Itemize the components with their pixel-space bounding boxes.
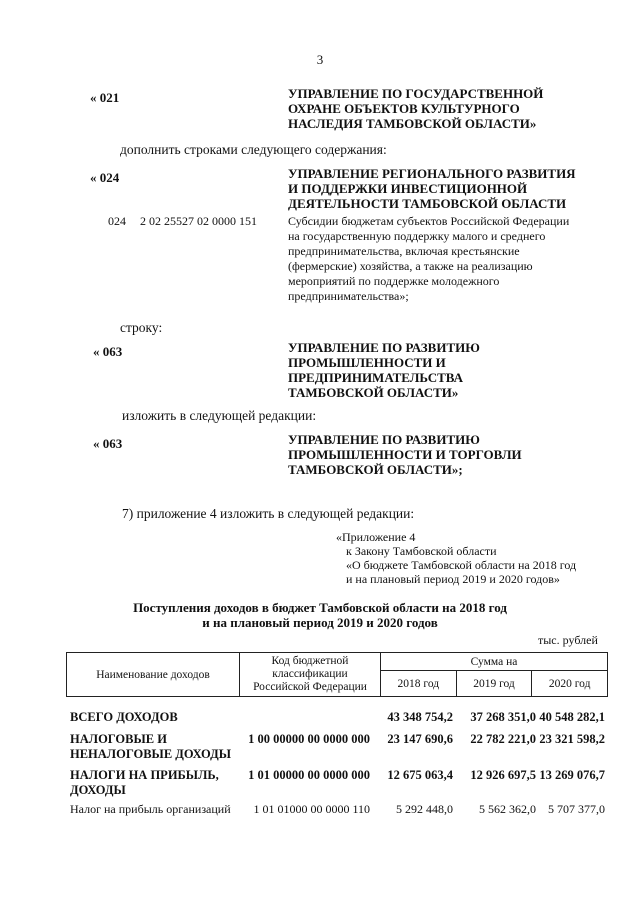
heading-culture-heritage: УПРАВЛЕНИЕ ПО ГОСУДАРСТВЕННОЙ ОХРАНЕ ОБЪЕКТОВ КУЛЬТУРНОГО НАСЛЕДИЯ ТАМБОВСКОЙ ОБЛАСТИ» <box>288 86 544 131</box>
edition-instruction: изложить в следующей редакции: <box>122 408 317 423</box>
header-2018: 2018 год <box>381 671 457 697</box>
row-name: НАЛОГОВЫЕ И НЕНАЛОГОВЫЕ ДОХОДЫ <box>70 732 231 761</box>
row-value-2020: 13 269 076,7 <box>539 768 605 782</box>
heading-industry-entrepreneurship: УПРАВЛЕНИЕ ПО РАЗВИТИЮ ПРОМЫШЛЕННОСТИ И ПРЕДПРИНИМАТЕЛЬСТВА ТАМБОВСКОЙ ОБЛАСТИ» <box>288 340 480 400</box>
header-sum: Сумма на <box>381 653 608 671</box>
row-code: 1 01 00000 00 0000 000 <box>248 768 370 782</box>
admin-code-021: « 021 <box>90 90 120 105</box>
row-code: 1 01 01000 00 0000 110 <box>253 802 370 816</box>
row-instruction: строку: <box>120 320 163 335</box>
supplement-instruction: дополнить строками следующего содержания: <box>120 142 387 157</box>
header-name: Наименование доходов <box>67 653 240 697</box>
admin-code-024: « 024 <box>90 170 120 185</box>
line-admin-code: 024 <box>108 214 126 228</box>
row-value-2019: 5 562 362,0 <box>479 802 536 816</box>
row-value-2019: 22 782 221,0 <box>470 732 536 746</box>
header-code: Код бюджетной классификации Российской Федерации <box>240 653 381 697</box>
income-table-header <box>66 652 608 697</box>
appendix-line-1: «Приложение 4 <box>336 530 416 544</box>
appendix-line-4: и на плановый период 2019 и 2020 годов» <box>346 572 560 586</box>
admin-code-063-old: « 063 <box>93 344 123 359</box>
item-7-instruction: 7) приложение 4 изложить в следующей редакции: <box>122 506 415 521</box>
line-budget-code: 2 02 25527 02 0000 151 <box>140 214 257 228</box>
line-subsidy-text: Субсидии бюджетам субъектов Российской Федерации на государственную поддержку малого и среднего предпринимательства, включая крестьянские (фермерские) хозяйства, а также на реализацию мероприятий по поддержке молодежного предпринимательства»; <box>288 214 570 303</box>
heading-regional-development: УПРАВЛЕНИЕ РЕГИОНАЛЬНОГО РАЗВИТИЯ И ПОДДЕРЖКИ ИНВЕСТИЦИОННОЙ ДЕЯТЕЛЬНОСТИ ТАМБОВСКОЙ ОБЛАСТИ <box>288 166 576 211</box>
row-name: Налог на прибыль организаций <box>70 802 231 816</box>
row-value-2018: 12 675 063,4 <box>387 768 453 782</box>
row-value-2020: 23 321 598,2 <box>539 732 605 746</box>
row-value-2020: 40 548 282,1 <box>539 710 605 724</box>
header-2019: 2019 год <box>456 671 532 697</box>
page-number: 3 <box>316 52 324 67</box>
appendix-line-2: к Закону Тамбовской области <box>346 544 497 558</box>
header-2020: 2020 год <box>532 671 608 697</box>
row-value-2020: 5 707 377,0 <box>548 802 605 816</box>
unit-label: тыс. рублей <box>538 633 598 647</box>
table-title-line-1: Поступления доходов в бюджет Тамбовской области на 2018 год <box>133 600 507 615</box>
row-value-2018: 5 292 448,0 <box>396 802 453 816</box>
admin-code-063-new: « 063 <box>93 436 123 451</box>
row-value-2018: 23 147 690,6 <box>387 732 453 746</box>
row-value-2019: 12 926 697,5 <box>470 768 536 782</box>
row-value-2019: 37 268 351,0 <box>470 710 536 724</box>
row-name: ВСЕГО ДОХОДОВ <box>70 710 178 724</box>
table-title-line-2: и на плановый период 2019 и 2020 годов <box>202 615 438 630</box>
row-name: НАЛОГИ НА ПРИБЫЛЬ, ДОХОДЫ <box>70 768 219 797</box>
row-code: 1 00 00000 00 0000 000 <box>248 732 370 746</box>
heading-industry-trade: УПРАВЛЕНИЕ ПО РАЗВИТИЮ ПРОМЫШЛЕННОСТИ И ТОРГОВЛИ ТАМБОВСКОЙ ОБЛАСТИ»; <box>288 432 522 477</box>
appendix-line-3: «О бюджете Тамбовской области на 2018 год <box>346 558 577 572</box>
row-value-2018: 43 348 754,2 <box>387 710 453 724</box>
